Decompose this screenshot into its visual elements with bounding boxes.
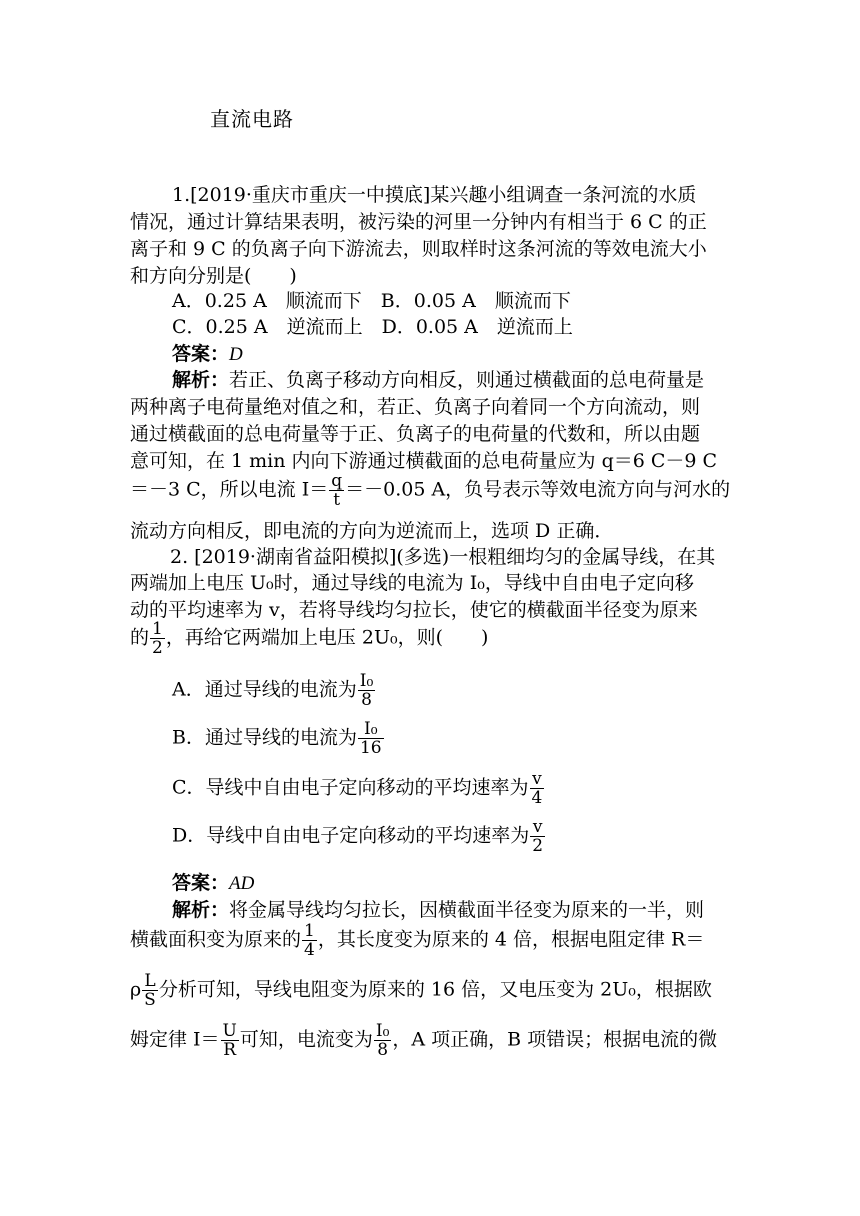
explanation-text: 将金属导线均匀拉长，因横截面半径变为原来的一半，则 bbox=[229, 899, 705, 921]
fraction-v-over-2 bbox=[530, 818, 545, 855]
q2-option-d bbox=[172, 818, 546, 855]
option-text: C．导线中自由电子定向移动的平均速率为 bbox=[172, 776, 529, 799]
fraction-denominator: R bbox=[223, 1040, 237, 1060]
explanation-text: 分析可知，导线电阻变为原来的 16 倍，又电压变为 2U₀，根据欧 bbox=[158, 978, 712, 1001]
fraction-denominator: 8 bbox=[377, 1040, 389, 1060]
fraction-numerator: U bbox=[222, 1021, 237, 1041]
fraction-denominator: 16 bbox=[359, 738, 382, 758]
fraction-numerator: 1 bbox=[304, 921, 315, 941]
fraction-numerator: q bbox=[331, 471, 343, 491]
q1-answer bbox=[172, 339, 243, 366]
fraction-one-quarter bbox=[302, 922, 317, 959]
fraction-denominator: t bbox=[333, 490, 341, 510]
fraction-numerator: I₀ bbox=[359, 671, 374, 691]
q2-option-a bbox=[172, 672, 376, 709]
stem-text: ，再给它两端加上电压 2U₀，则( ) bbox=[165, 626, 489, 649]
q2-stem-line-3: 动的平均速率为 v，若将导线均匀拉长，使它的横截面半径变为原来 bbox=[130, 599, 698, 621]
explanation-text: ＝－3 C，所以电流 I＝ bbox=[130, 478, 329, 501]
q1-stem-line-4: 和方向分别是( ) bbox=[130, 265, 297, 287]
explanation-text: 若正、负离子移动方向相反，则通过横截面的总电荷量是 bbox=[229, 369, 705, 391]
explanation-text: ，A 项正确，B 项错误；根据电流的微 bbox=[392, 1028, 718, 1051]
q2-stem-line-1: 2. [2019·湖南省益阳模拟](多选)一根粗细均匀的金属导线，在其 bbox=[170, 546, 716, 568]
explanation-text: ρ bbox=[130, 978, 142, 1001]
q2-explanation-line-2 bbox=[130, 922, 704, 959]
fraction-i0-over-16 bbox=[358, 720, 384, 757]
fraction-denominator: 8 bbox=[361, 690, 372, 710]
explanation-text: 横截面积变为原来的 bbox=[130, 928, 302, 951]
answer-value: D bbox=[229, 344, 243, 365]
q1-stem-line-2: 情况，通过计算结果表明，被污染的河里一分钟内有相当于 6 C 的正 bbox=[130, 211, 707, 233]
fraction-v-over-4 bbox=[530, 770, 545, 807]
q1-explanation-line-2: 两种离子电荷量绝对值之和，若正、负离子向着同一个方向流动，则 bbox=[130, 396, 701, 418]
q1-options-cd: C．0.25 A 逆流而上 D．0.05 A 逆流而上 bbox=[172, 316, 573, 338]
explanation-text: ，其长度变为原来的 4 倍，根据电阻定律 R＝ bbox=[317, 928, 705, 951]
q2-stem-line-4 bbox=[130, 620, 488, 657]
fraction-one-half bbox=[150, 620, 165, 657]
q1-explanation-line-1 bbox=[172, 365, 704, 392]
fraction-numerator: 1 bbox=[152, 619, 163, 639]
fraction-numerator: I₀ bbox=[358, 720, 384, 739]
option-text: B．通过导线的电流为 bbox=[172, 726, 357, 749]
fraction-i0-over-8 bbox=[374, 1022, 392, 1059]
fraction-denominator: 2 bbox=[532, 836, 544, 856]
fraction-numerator: v bbox=[530, 818, 545, 837]
explanation-text: ＝－0.05 A，负号表示等效电流方向与河水的 bbox=[345, 478, 731, 501]
explanation-label: 解析： bbox=[172, 369, 230, 391]
q2-stem-line-2: 两端加上电压 U₀时，通过导线的电流为 I₀，导线中自由电子定向移 bbox=[130, 572, 694, 594]
explanation-text: 可知，电流变为 bbox=[239, 1028, 373, 1051]
fraction-numerator: L bbox=[142, 972, 158, 991]
fraction-i0-over-8 bbox=[358, 672, 376, 709]
q1-explanation-line-6: 流动方向相反，即电流的方向为逆流而上，选项 D 正确． bbox=[130, 520, 614, 542]
q2-explanation-line-1 bbox=[172, 895, 704, 922]
page-title: 直流电路 bbox=[210, 107, 294, 131]
option-text: D．导线中自由电子定向移动的平均速率为 bbox=[172, 824, 530, 847]
answer-value: AD bbox=[229, 873, 255, 894]
q1-explanation-line-4: 意可知，在 1 min 内向下游通过横截面的总电荷量应为 q＝6 C－9 C bbox=[130, 450, 718, 472]
q1-explanation-line-5 bbox=[130, 472, 730, 509]
q1-stem-line-3: 离子和 9 C 的负离子向下游流去，则取样时这条河流的等效电流大小 bbox=[130, 238, 707, 260]
fraction-l-over-s bbox=[142, 972, 158, 1009]
fraction-u-over-r bbox=[221, 1022, 239, 1059]
q2-explanation-line-4 bbox=[130, 1022, 717, 1059]
answer-label: 答案： bbox=[172, 872, 230, 894]
fraction-q-over-t bbox=[329, 472, 344, 509]
fraction-denominator: 4 bbox=[304, 940, 315, 960]
stem-text: 的 bbox=[130, 626, 150, 649]
fraction-denominator: S bbox=[144, 990, 156, 1010]
q1-explanation-line-3: 通过横截面的总电荷量等于正、负离子的电荷量的代数和，所以由题 bbox=[130, 423, 701, 445]
fraction-denominator: 4 bbox=[531, 788, 543, 808]
explanation-text: 姆定律 I＝ bbox=[130, 1028, 220, 1051]
answer-label: 答案： bbox=[172, 343, 230, 365]
q2-explanation-line-3 bbox=[130, 972, 712, 1009]
q1-stem-line-1: 1.[2019·重庆市重庆一中摸底]某兴趣小组调查一条河流的水质 bbox=[172, 184, 697, 206]
q2-option-b bbox=[172, 720, 385, 757]
q1-options-ab: A．0.25 A 顺流而下 B．0.05 A 顺流而下 bbox=[172, 290, 571, 312]
fraction-numerator: I₀ bbox=[375, 1021, 390, 1041]
option-text: A．通过导线的电流为 bbox=[172, 678, 357, 701]
q2-answer bbox=[172, 868, 254, 895]
explanation-label: 解析： bbox=[172, 899, 230, 921]
fraction-denominator: 2 bbox=[152, 638, 163, 658]
fraction-numerator: v bbox=[530, 770, 545, 789]
q2-option-c bbox=[172, 770, 545, 807]
